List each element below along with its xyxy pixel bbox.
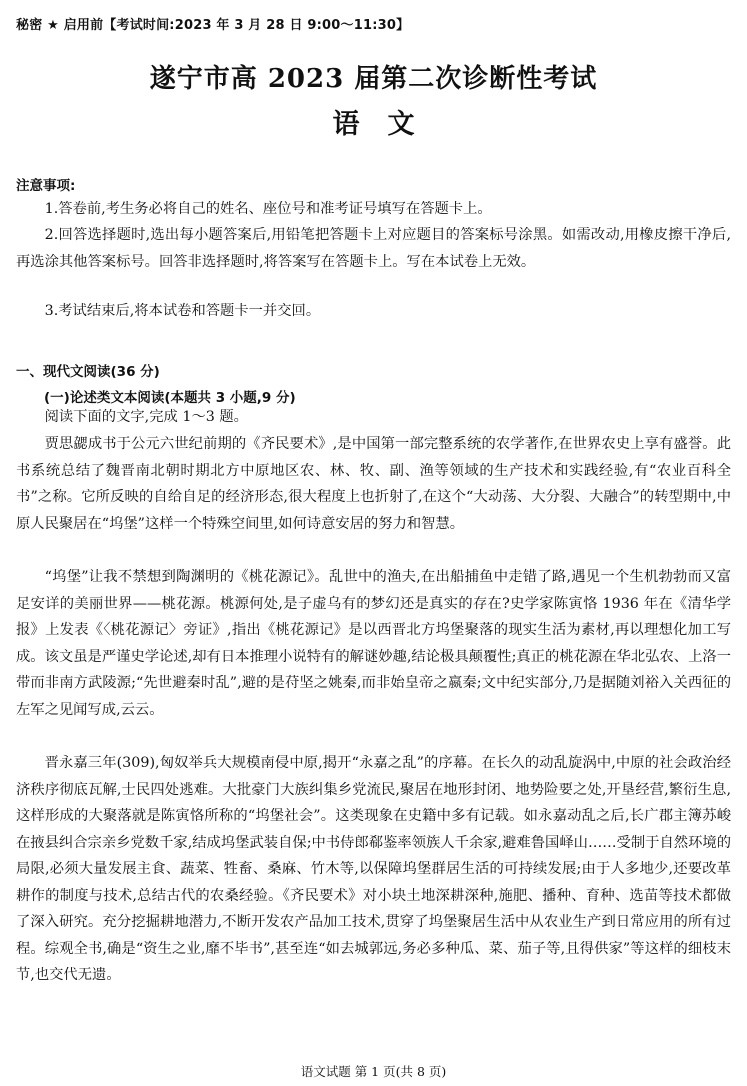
section-heading: 一、现代文阅读(36 分)	[16, 364, 160, 380]
exam-subject: 语文	[332, 109, 443, 140]
page-footer: 语文试题 第 1 页(共 8 页)	[300, 1064, 447, 1079]
note-item-1: 1.答卷前,考生务必将自己的姓名、座位号和准考证号填写在答题卡上。	[44, 201, 492, 217]
confidential-header: 秘密 ★ 启用前【考试时间:2023 年 3 月 28 日 9:00～11:30】	[16, 18, 410, 33]
exam-title: 遂宁市高 2023 届第二次诊断性考试	[149, 64, 598, 94]
notes-heading: 注意事项:	[16, 178, 76, 194]
article-paragraph-1: 贾思勰成书于公元六世纪前期的《齐民要术》,是中国第一部完整系统的农学著作,在世界农史上享有盛誉。此书系统总结了魏晋南北朝时期北方中原地区农、林、牧、副、渔等领域的生产技术和实践经验,有“农业百科全书”之称。它所反映的自给自足的经济形态,很大程度上也折射了,在这个“大动荡、大分裂、大融合”的转型期中,中原人民聚居在“坞堡”这样一个特殊空间里,如何诗意安居的努力和智慧。	[16, 436, 731, 532]
article-paragraph-2: “坞堡”让我不禁想到陶渊明的《桃花源记》。乱世中的渔夫,在出船捕鱼中走错了路,遇见一个生机勃勃而又富足安详的美丽世界——桃花源。桃源何处,是子虚乌有的梦幻还是真实的存在?史学家陈寅恪 1936 年在《清华学报》上发表《〈桃花源记〉旁证》,指出《桃花源记》是以西晋北方坞堡聚落的现实生活为素材,再以理想化加工写成。该文虽是严谨史学论述,却有日本推理小说特有的解谜妙趣,结论极具颠覆性;真正的桃花源在华北弘农、上洛一带而非南方武陵源;“先世避秦时乱”,避的是苻坚之姚秦,而非始皇帝之嬴秦;文中纪实部分,乃是据随刘裕入关西征的左军之见闻写成,云云。	[16, 569, 731, 718]
note-item-3: 3.考试结束后,将本试卷和答题卡一并交回。	[44, 303, 321, 319]
article-paragraph-3: 晋永嘉三年(309),匈奴举兵大规模南侵中原,揭开“永嘉之乱”的序幕。在长久的动乱旋涡中,中原的社会政治经济秩序彻底瓦解,士民四处逃难。大批豪门大族纠集乡党流民,聚居在地形封闭、地势险要之处,开垦经营,繁衍生息,这样形成的大聚落就是陈寅恪所称的“坞堡社会”。这类现象在史籍中多有记载。如永嘉动乱之后,长广郡主簿苏峻在掖县纠合宗亲乡党数千家,结成坞堡武装自保;中书侍郎郗鉴率领族人千余家,避难鲁国峄山……受制于自然环境的局限,必须大量发展主食、蔬菜、牲畜、桑麻、竹木等,以保障坞堡群居生活的可持续发展;由于人多地少,还要改革耕作的制度与技术,总结古代的农桑经验。《齐民要术》对小块土地深耕深种,施肥、播种、育种、选苗等技术都做了深入研究。充分挖掘耕地潜力,不断开发农产品加工技术,贯穿了坞堡聚居生活中从农业生产到日常应用的所有过程。综观全书,确是“资生之业,靡不毕书”,甚至连“如去城郭远,务必多种瓜、菜、茄子等,且得供家”等这样的细枝末节,也交代无遗。	[16, 755, 731, 983]
subsection-heading: (一)论述类文本阅读(本题共 3 小题,9 分)	[44, 390, 296, 406]
reading-instruction: 阅读下面的文字,完成 1～3 题。	[44, 409, 248, 425]
note-item-2: 2.回答选择题时,选出每小题答案后,用铅笔把答题卡上对应题目的答案标号涂黑。如需改动,用橡皮擦干净后,再选涂其他答案标号。回答非选择题时,将答案写在答题卡上。写在本试卷上无效。	[16, 227, 731, 270]
